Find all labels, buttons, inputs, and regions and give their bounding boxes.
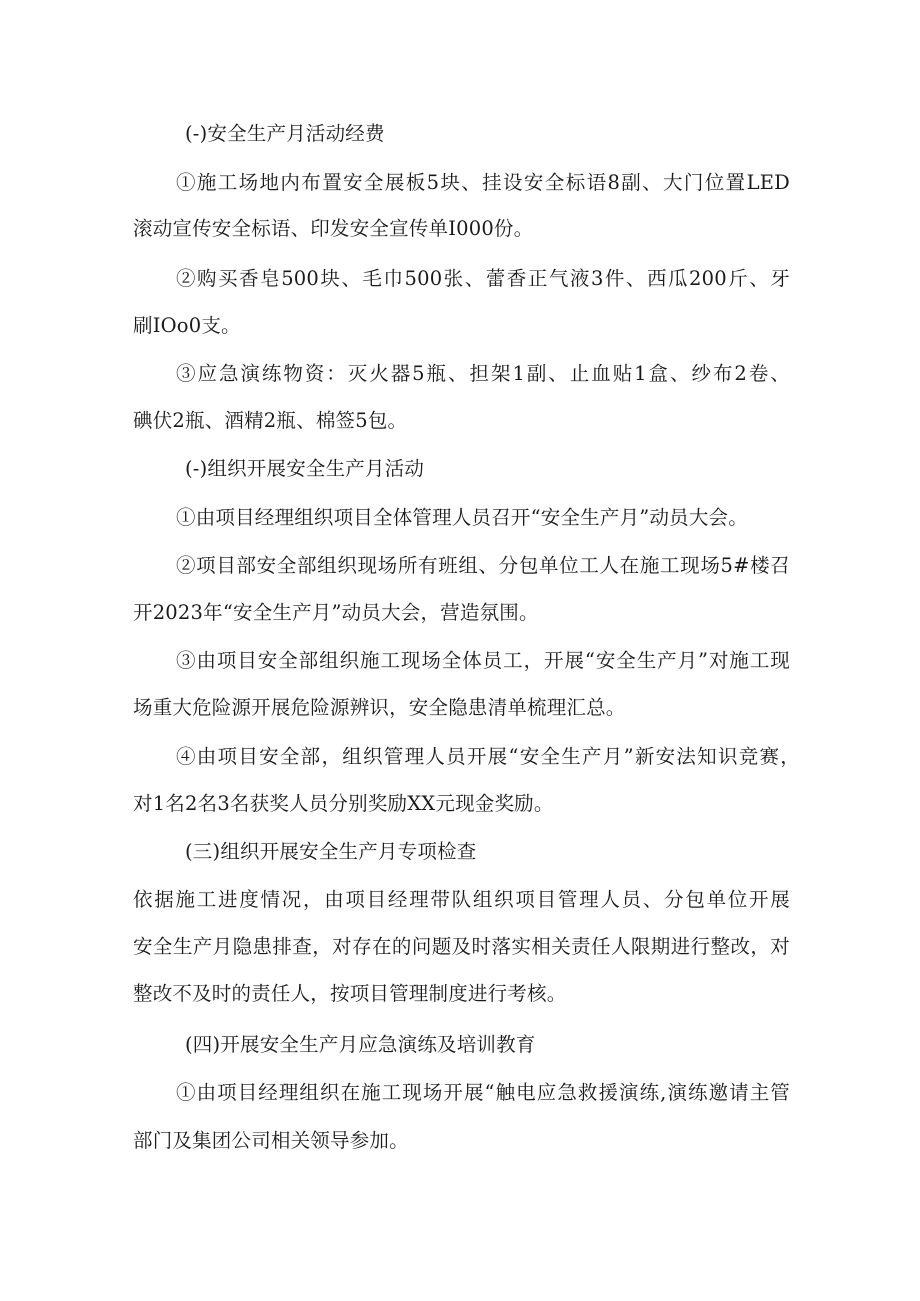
paragraph-line: ②项目部安全部组织现场所有班组、分包单位工人在施工现场5#楼召 [176, 554, 790, 577]
section-heading: (-)组织开展安全生产月活动 [185, 457, 425, 480]
paragraph-line: ④由项目安全部，组织管理人员开展“安全生产月”新安法知识竞赛， [176, 745, 800, 768]
paragraph-line: ①由项目经理组织项目全体管理人员召开“安全生产月”动员大会。 [176, 506, 748, 529]
section-heading: (-)安全生产月活动经费 [185, 122, 385, 145]
section-heading: (四)开展安全生产月应急演练及培训教育 [185, 1033, 536, 1056]
paragraph-line: 对1名2名3名获奖人员分别奖励XX元现金奖励。 [133, 792, 554, 815]
paragraph-line: 滚动宣传安全标语、印发安全宣传单I000份。 [133, 217, 534, 240]
paragraph-line: 依据施工进度情况，由项目经理带队组织项目管理人员、分包单位开展 [133, 888, 790, 911]
paragraph-line: 场重大危险源开展危险源辨识，安全隐患清单梳理汇总。 [133, 696, 626, 719]
paragraph-line: 部门及集团公司相关领导参加。 [133, 1129, 409, 1152]
paragraph-line: ①施工场地内布置安全展板5块、挂设安全标语8副、大门位置LED [176, 171, 790, 194]
paragraph-line: ③应急演练物资：灭火器5瓶、担架1副、止血贴1盒、纱布2卷、 [176, 362, 790, 385]
paragraph-line: 碘伏2瓶、酒精2瓶、棉签5包。 [133, 409, 408, 432]
paragraph-line: 整改不及时的责任人，按项目管理制度进行考核。 [133, 982, 567, 1005]
paragraph-line: ③由项目安全部组织施工现场全体员工，开展“安全生产月”对施工现 [176, 649, 790, 672]
paragraph-line: 开2023年“安全生产月”动员大会，营造氛围。 [133, 601, 539, 624]
paragraph-line: 安全生产月隐患排查，对存在的问题及时落实相关责任人限期进行整改，对 [133, 935, 790, 958]
paragraph-line: ②购买香皂500块、毛巾500张、蕾香正气液3件、西瓜200斤、牙 [176, 267, 790, 290]
section-heading: (三)组织开展安全生产月专项检查 [185, 840, 477, 863]
paragraph-line: 刷IOo0支。 [133, 314, 241, 337]
paragraph-line: ①由项目经理组织在施工现场开展“触电应急救援演练,演练邀请主管 [176, 1081, 790, 1104]
